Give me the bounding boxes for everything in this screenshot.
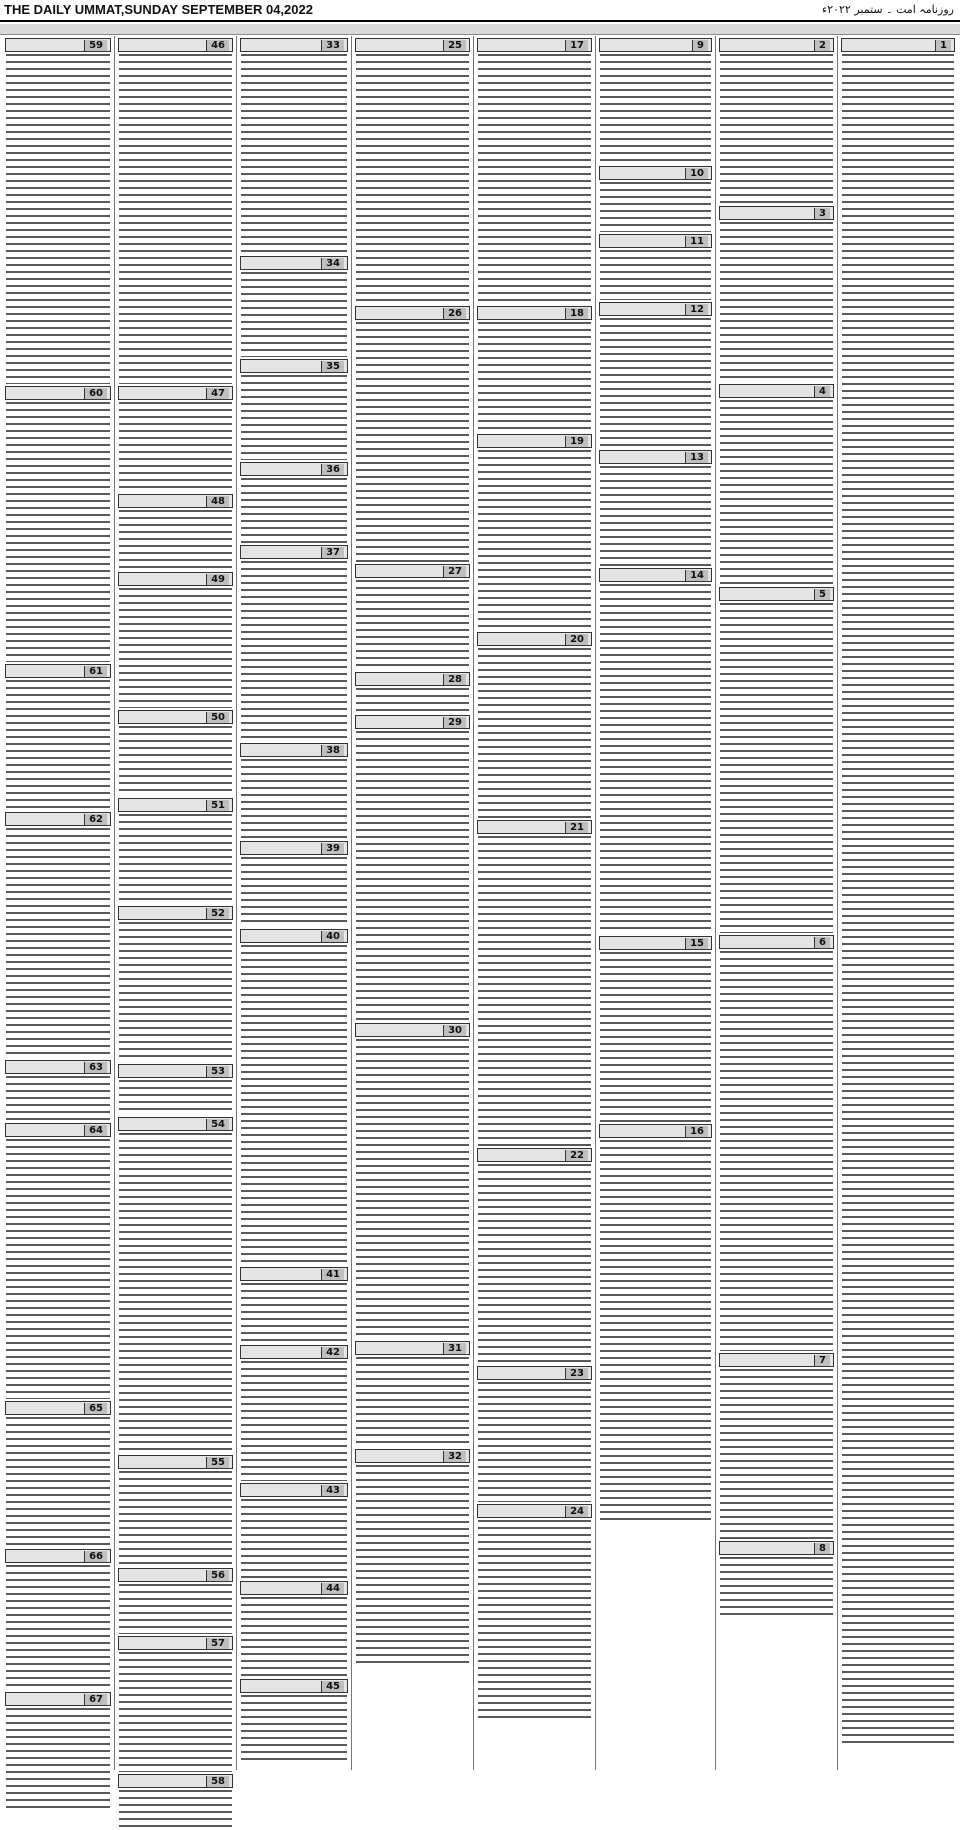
news-item-number: 64 (84, 1125, 107, 1136)
news-item-number: 39 (321, 843, 344, 854)
news-item-number: 33 (321, 40, 344, 51)
news-item (115, 1064, 236, 1115)
news-item (2, 1060, 114, 1121)
news-item (2, 1549, 114, 1690)
news-item-number: 37 (321, 547, 344, 558)
news-item-header (240, 462, 348, 476)
news-item-text-block (119, 1133, 232, 1453)
news-item-header (118, 38, 233, 52)
news-item-number: 14 (685, 570, 708, 581)
news-item-number: 63 (84, 1062, 107, 1073)
news-item-header (240, 841, 348, 855)
news-item-header (477, 632, 592, 646)
news-item (352, 306, 473, 562)
news-item (716, 206, 837, 382)
news-item-text-block (600, 54, 711, 164)
news-column (236, 36, 351, 1770)
header-rule (0, 24, 960, 35)
news-item-number: 45 (321, 1681, 344, 1692)
news-item-number: 7 (814, 1355, 830, 1366)
news-item-header (477, 1148, 592, 1162)
news-item-header (477, 306, 592, 320)
news-item-number: 11 (685, 236, 708, 247)
news-item-number: 62 (84, 814, 107, 825)
news-item-header (477, 820, 592, 834)
news-item-header (240, 743, 348, 757)
news-item-header (719, 1541, 834, 1555)
news-item-text-block (119, 814, 232, 904)
news-item-text-block (241, 54, 347, 254)
news-item-header (599, 38, 712, 52)
news-item-number: 17 (565, 40, 588, 51)
news-item-text-block (356, 1465, 469, 1665)
news-item-header (355, 38, 470, 52)
news-item-text-block (119, 588, 232, 708)
news-item-text-block (600, 250, 711, 300)
news-item (352, 1449, 473, 1665)
news-item (237, 929, 351, 1265)
news-item-text-block (241, 759, 347, 839)
news-item-number: 46 (206, 40, 229, 51)
news-item-text-block (119, 726, 232, 796)
news-column (2, 36, 114, 1770)
news-item (596, 1124, 715, 1520)
news-item-header (240, 1345, 348, 1359)
news-item (352, 564, 473, 670)
news-item-number: 20 (565, 634, 588, 645)
news-item-number: 4 (814, 386, 830, 397)
newspaper-date-line: THE DAILY UMMAT,SUNDAY SEPTEMBER 04,2022 (4, 2, 313, 17)
news-item-header (240, 1679, 348, 1693)
news-item-text-block (356, 688, 469, 713)
news-item-header (118, 710, 233, 724)
news-item-text-block (842, 54, 954, 1744)
news-item (237, 359, 351, 460)
news-item-number: 25 (443, 40, 466, 51)
news-item-header (5, 664, 111, 678)
news-item (716, 587, 837, 933)
news-item-text-block (600, 952, 711, 1122)
news-item-text-block (241, 1361, 347, 1481)
news-item-header (240, 38, 348, 52)
news-item-text-block (356, 731, 469, 1021)
news-item-number: 42 (321, 1347, 344, 1358)
news-item-number: 32 (443, 1451, 466, 1462)
news-item-text-block (6, 680, 110, 810)
news-item-header (118, 1117, 233, 1131)
news-item-text-block (241, 945, 347, 1265)
news-item-text-block (356, 580, 469, 670)
news-item-header (599, 936, 712, 950)
news-item-text-block (600, 1140, 711, 1520)
news-item-number: 27 (443, 566, 466, 577)
news-item-text-block (241, 1283, 347, 1343)
news-item-header (719, 935, 834, 949)
news-item (115, 798, 236, 904)
news-item-text-block (119, 402, 232, 492)
news-item-number: 36 (321, 464, 344, 475)
news-item-text-block (6, 1708, 110, 1808)
news-item-header (118, 1455, 233, 1469)
news-item-number: 29 (443, 717, 466, 728)
news-item-text-block (720, 951, 833, 1351)
news-item (352, 715, 473, 1021)
news-item-header (719, 587, 834, 601)
news-item-number: 34 (321, 258, 344, 269)
news-item-header (355, 715, 470, 729)
news-item (237, 1267, 351, 1343)
news-item-header (240, 1581, 348, 1595)
news-item-header (599, 302, 712, 316)
news-item-number: 54 (206, 1119, 229, 1130)
news-item-text-block (119, 1652, 232, 1772)
news-item-number: 22 (565, 1150, 588, 1161)
news-item (2, 664, 114, 810)
news-item-header (719, 1353, 834, 1367)
news-item-header (118, 798, 233, 812)
news-item (2, 1401, 114, 1547)
news-item (115, 1568, 236, 1634)
news-item-text-block (119, 54, 232, 384)
news-item (237, 841, 351, 927)
news-item-text-block (478, 450, 591, 630)
news-item (237, 743, 351, 839)
news-item-header (355, 564, 470, 578)
news-item-text-block (478, 54, 591, 304)
news-item (474, 1366, 595, 1502)
news-item-number: 3 (814, 208, 830, 219)
news-item-header (599, 1124, 712, 1138)
news-item-text-block (478, 1520, 591, 1720)
news-item (838, 38, 958, 1744)
news-item (237, 38, 351, 254)
news-item-text-block (6, 402, 110, 662)
news-item-text-block (356, 1039, 469, 1339)
news-item-number: 58 (206, 1776, 229, 1787)
news-item-number: 44 (321, 1583, 344, 1594)
news-item-number: 35 (321, 361, 344, 372)
news-item-text-block (241, 478, 347, 543)
news-item-text-block (6, 1139, 110, 1399)
news-item-text-block (241, 857, 347, 927)
news-item-header (841, 38, 955, 52)
news-item (237, 545, 351, 741)
news-item (237, 462, 351, 543)
news-item-header (5, 1549, 111, 1563)
news-item-header (240, 1267, 348, 1281)
news-item-text-block (356, 322, 469, 562)
news-item-number: 60 (84, 388, 107, 399)
news-item-header (719, 38, 834, 52)
news-item-header (5, 386, 111, 400)
news-item (474, 38, 595, 304)
news-item-text-block (478, 1164, 591, 1364)
news-item-text-block (6, 1076, 110, 1121)
news-item (474, 434, 595, 630)
news-item-number: 66 (84, 1551, 107, 1562)
news-item (474, 632, 595, 818)
news-item-header (477, 1366, 592, 1380)
news-item-header (599, 166, 712, 180)
news-item (115, 1636, 236, 1772)
news-item-header (118, 386, 233, 400)
news-item-number: 56 (206, 1570, 229, 1581)
news-item-header (240, 359, 348, 373)
news-item-header (240, 256, 348, 270)
news-item-number: 48 (206, 496, 229, 507)
news-item (237, 256, 351, 357)
news-item-header (118, 494, 233, 508)
news-item-text-block (241, 1499, 347, 1579)
news-item-number: 47 (206, 388, 229, 399)
news-item-header (240, 929, 348, 943)
news-item-text-block (478, 648, 591, 818)
news-item-text-block (720, 1557, 833, 1617)
news-item-header (5, 1060, 111, 1074)
news-item-number: 57 (206, 1638, 229, 1649)
news-item-number: 8 (814, 1543, 830, 1554)
news-item-number: 43 (321, 1485, 344, 1496)
news-item-text-block (241, 561, 347, 741)
news-item-number: 53 (206, 1066, 229, 1077)
news-item-header (355, 672, 470, 686)
news-item-text-block (119, 1080, 232, 1115)
news-item-header (118, 1568, 233, 1582)
urdu-date-line: روزنامہ امت ۔ ستمبر ۲۰۲۲ء (822, 3, 954, 16)
news-item (2, 386, 114, 662)
news-item (716, 1541, 837, 1617)
news-item-text-block (720, 54, 833, 204)
news-item-number: 30 (443, 1025, 466, 1036)
news-item-header (5, 38, 111, 52)
news-item (237, 1483, 351, 1579)
news-item-text-block (241, 272, 347, 357)
news-item (115, 1117, 236, 1453)
news-item-text-block (241, 1695, 347, 1760)
news-item-number: 31 (443, 1343, 466, 1354)
news-item-text-block (720, 222, 833, 382)
news-item-number: 40 (321, 931, 344, 942)
news-item-number: 55 (206, 1457, 229, 1468)
news-item (115, 1774, 236, 1830)
news-item-number: 23 (565, 1368, 588, 1379)
news-item-number: 61 (84, 666, 107, 677)
news-item-number: 65 (84, 1403, 107, 1414)
masthead (0, 0, 960, 22)
news-item (115, 906, 236, 1062)
news-item-number: 10 (685, 168, 708, 179)
news-item-header (240, 1483, 348, 1497)
news-column (351, 36, 473, 1770)
news-item (115, 1455, 236, 1566)
news-item-header (5, 1123, 111, 1137)
news-item-header (118, 1064, 233, 1078)
news-item-number: 19 (565, 436, 588, 447)
news-item-text-block (478, 836, 591, 1146)
news-item (474, 1148, 595, 1364)
news-item (474, 820, 595, 1146)
news-item-text-block (600, 584, 711, 934)
news-item-number: 2 (814, 40, 830, 51)
news-item-header (118, 1774, 233, 1788)
news-item-number: 5 (814, 589, 830, 600)
news-item-text-block (720, 400, 833, 585)
news-item (596, 936, 715, 1122)
news-item-text-block (119, 510, 232, 570)
news-item-number: 15 (685, 938, 708, 949)
news-item-text-block (356, 1357, 469, 1447)
news-item (716, 935, 837, 1351)
news-item-header (355, 1023, 470, 1037)
news-item-text-block (478, 322, 591, 432)
news-item-text-block (6, 54, 110, 384)
news-item-number: 52 (206, 908, 229, 919)
news-item (716, 1353, 837, 1539)
news-item-number: 26 (443, 308, 466, 319)
news-item (596, 166, 715, 232)
news-item-number: 12 (685, 304, 708, 315)
news-item-header (719, 206, 834, 220)
news-item-number: 13 (685, 452, 708, 463)
news-item-number: 24 (565, 1506, 588, 1517)
news-item-text-block (356, 54, 469, 304)
news-item (596, 450, 715, 566)
news-item (716, 384, 837, 585)
news-item-number: 49 (206, 574, 229, 585)
news-column (715, 36, 837, 1770)
news-item (474, 1504, 595, 1720)
news-item-text-block (600, 182, 711, 232)
news-item (237, 1679, 351, 1760)
news-item-number: 59 (84, 40, 107, 51)
news-item-text-block (6, 1565, 110, 1690)
news-item (596, 234, 715, 300)
news-column (114, 36, 236, 1787)
news-item-text-block (119, 1471, 232, 1566)
news-item-number: 18 (565, 308, 588, 319)
news-item-header (477, 38, 592, 52)
news-item-header (5, 1692, 111, 1706)
news-item-text-block (600, 466, 711, 566)
news-item-text-block (119, 1584, 232, 1634)
news-item-header (355, 1341, 470, 1355)
news-item-header (599, 234, 712, 248)
news-item (115, 710, 236, 796)
news-item (2, 38, 114, 384)
news-item-header (5, 1401, 111, 1415)
news-item-text-block (6, 828, 110, 1058)
newspaper-columns (2, 36, 958, 1787)
news-item (115, 386, 236, 492)
news-item-header (719, 384, 834, 398)
news-item (115, 572, 236, 708)
news-column (473, 36, 595, 1770)
news-item (2, 1123, 114, 1399)
news-item-text-block (241, 1597, 347, 1677)
news-item-text-block (6, 1417, 110, 1547)
news-item-number: 21 (565, 822, 588, 833)
news-item (596, 568, 715, 934)
news-item (352, 38, 473, 304)
news-item-header (477, 1504, 592, 1518)
news-item-text-block (720, 1369, 833, 1539)
news-column (837, 36, 958, 1770)
news-item (352, 1023, 473, 1339)
news-item-text-block (119, 922, 232, 1062)
news-item-text-block (119, 1790, 232, 1830)
news-item-header (118, 1636, 233, 1650)
news-column (595, 36, 715, 1770)
news-item-header (599, 568, 712, 582)
news-item-number: 28 (443, 674, 466, 685)
news-item (716, 38, 837, 204)
news-item (237, 1581, 351, 1677)
news-item (115, 494, 236, 570)
news-item-number: 6 (814, 937, 830, 948)
news-item-number: 1 (935, 40, 951, 51)
news-item (474, 306, 595, 432)
news-item-text-block (478, 1382, 591, 1502)
news-item-number: 38 (321, 745, 344, 756)
news-item (237, 1345, 351, 1481)
news-item-header (355, 1449, 470, 1463)
news-item-header (355, 306, 470, 320)
news-item (596, 38, 715, 164)
news-item (2, 812, 114, 1058)
news-item-number: 50 (206, 712, 229, 723)
news-item-text-block (600, 318, 711, 448)
news-item-number: 41 (321, 1269, 344, 1280)
news-item (596, 302, 715, 448)
news-item-text-block (241, 375, 347, 460)
news-item-number: 9 (692, 40, 708, 51)
news-item (352, 672, 473, 713)
news-item (2, 1692, 114, 1808)
news-item-number: 51 (206, 800, 229, 811)
news-item-text-block (720, 603, 833, 933)
news-item (115, 38, 236, 384)
news-item-number: 67 (84, 1694, 107, 1705)
news-item-header (599, 450, 712, 464)
news-item-number: 16 (685, 1126, 708, 1137)
news-item-header (240, 545, 348, 559)
news-item-header (477, 434, 592, 448)
news-item-header (118, 906, 233, 920)
news-item (352, 1341, 473, 1447)
news-item-header (118, 572, 233, 586)
news-item-header (5, 812, 111, 826)
